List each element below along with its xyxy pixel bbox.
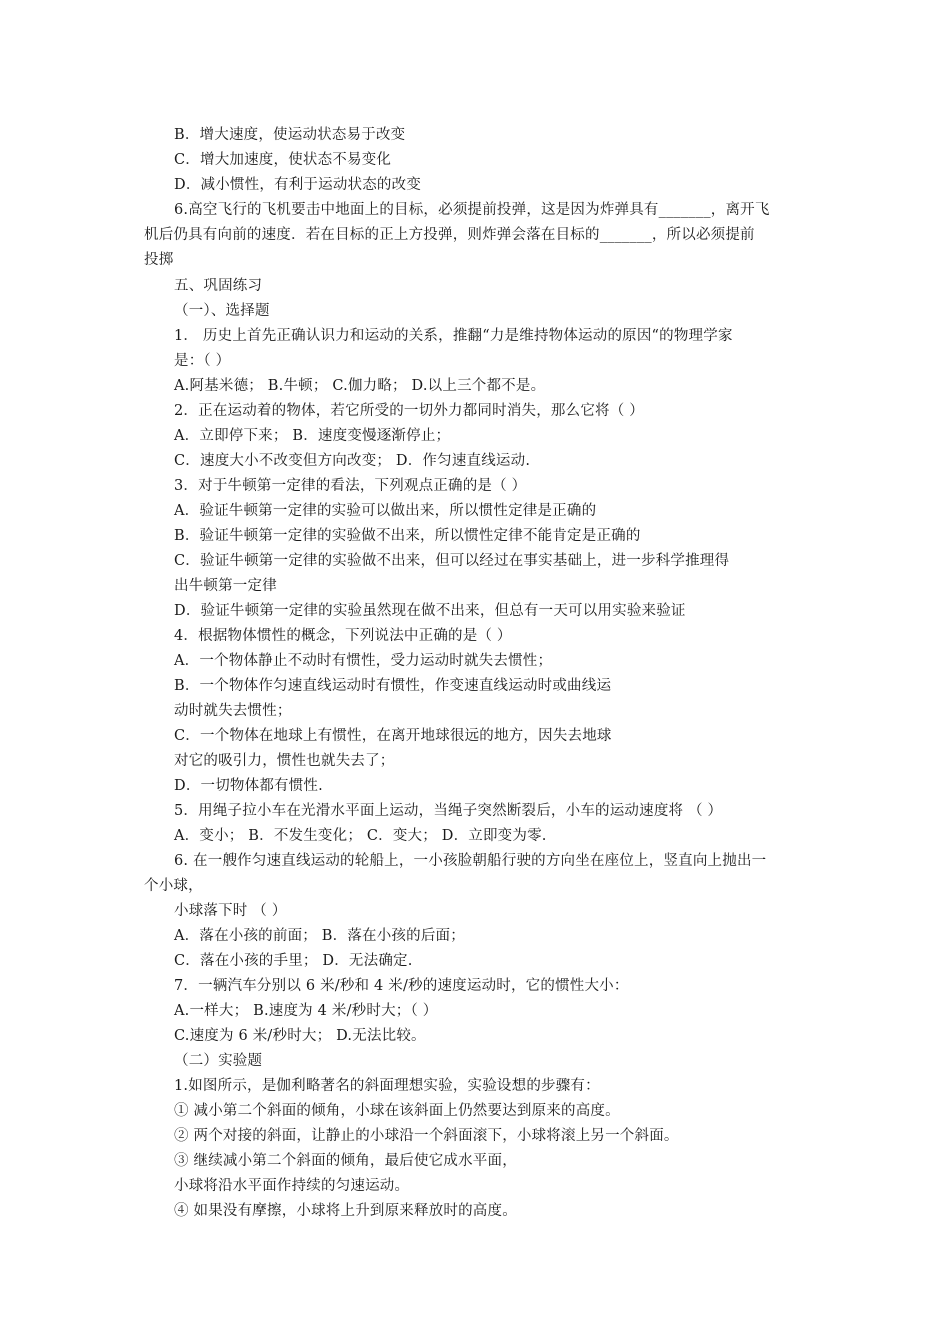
choice-q1-line-1: 1． 历史上首先正确认识力和运动的关系，推翻“力是维持物体运动的原因“的物理学家 bbox=[174, 328, 733, 344]
choice-q4-option-b-2: 动时就失去惯性； bbox=[174, 703, 292, 719]
choice-q5: 5．用绳子拉小车在光滑水平面上运动，当绳子突然断裂后，小车的运动速度将 （ ） bbox=[174, 803, 723, 819]
choice-q6-options-2: C．落在小孩的手里； D．无法确定. bbox=[174, 953, 413, 969]
question-6-line-2: 机后仍具有向前的速度．若在目标的正上方投弹，则炸弹会落在目标的_______，所以必须提前 bbox=[144, 227, 755, 243]
option-c-line: C．增大加速度，使状态不易变化 bbox=[174, 152, 392, 168]
choice-q1-options: A.阿基米德； B.牛顿； C.伽力略； D.以上三个都不是。 bbox=[174, 378, 546, 394]
choice-q6-line-2: 个小球， bbox=[144, 878, 203, 894]
choice-q7-options-1: A.一样大； B.速度为 4 米/秒时大；（ ） bbox=[174, 1003, 438, 1019]
choice-q3-option-c-1: C．验证牛顿第一定律的实验做不出来，但可以经过在事实基础上，进一步科学推理得 bbox=[174, 553, 730, 569]
question-6-line-3: 投掷 bbox=[144, 252, 174, 268]
choice-q4-option-c-1: C．一个物体在地球上有惯性，在离开地球很远的地方，因失去地球 bbox=[174, 728, 612, 744]
option-d-line: D．减小惯性，有利于运动状态的改变 bbox=[174, 177, 422, 193]
experiment-step-1: ① 减小第二个斜面的倾角，小球在该斜面上仍然要达到原来的高度。 bbox=[174, 1103, 620, 1119]
choice-q4-option-b-1: B．一个物体作匀速直线运动时有惯性，作变速直线运动时或曲线运 bbox=[174, 678, 612, 694]
experiment-step-4: ④ 如果没有摩擦，小球将上升到原来释放时的高度。 bbox=[174, 1203, 517, 1219]
choice-q2-options-2: C．速度大小不改变但方向改变； D．作匀速直线运动. bbox=[174, 453, 531, 469]
option-b-line: B．增大速度，使运动状态易于改变 bbox=[174, 127, 406, 143]
choice-q3: 3．对于牛顿第一定律的看法，下列观点正确的是（ ） bbox=[174, 478, 527, 494]
section-heading: 五、巩固练习 bbox=[174, 278, 263, 294]
experiment-step-2: ② 两个对接的斜面，让静止的小球沿一个斜面滚下，小球将滚上另一个斜面。 bbox=[174, 1128, 679, 1144]
choice-q2: 2．正在运动着的物体，若它所受的一切外力都同时消失，那么它将（ ） bbox=[174, 403, 644, 419]
choice-q6-line-1: 6. 在一艘作匀速直线运动的轮船上，一小孩脸朝船行驶的方向坐在座位上，竖直向上抛出一 bbox=[174, 853, 767, 869]
experiment-step-3-line-1: ③ 继续减小第二个斜面的倾角，最后使它成水平面， bbox=[174, 1153, 517, 1169]
experiment-q1: 1.如图所示，是伽利略著名的斜面理想实验，实验设想的步骤有： bbox=[174, 1078, 600, 1094]
choice-q3-option-c-2: 出牛顿第一定律 bbox=[174, 578, 277, 594]
choice-q5-options: A．变小； B．不发生变化； C．变大； D．立即变为零. bbox=[174, 828, 547, 844]
choice-q4-option-c-2: 对它的吸引力，惯性也就失去了； bbox=[174, 753, 395, 769]
choice-q1-line-2: 是：（ ） bbox=[174, 353, 231, 369]
choice-q3-option-d: D．验证牛顿第一定律的实验虽然现在做不出来，但总有一天可以用实验来验证 bbox=[174, 603, 686, 619]
choice-q7-options-2: C.速度为 6 米/秒时大； D.无法比较。 bbox=[174, 1028, 426, 1044]
subsection-heading-choice: （一）、选择题 bbox=[174, 303, 270, 319]
choice-q4-option-d: D．一切物体都有惯性. bbox=[174, 778, 323, 794]
choice-q3-option-a: A．验证牛顿第一定律的实验可以做出来，所以惯性定律是正确的 bbox=[174, 503, 597, 519]
question-6-line-1: 6.高空飞行的飞机要击中地面上的目标，必须提前投弹，这是因为炸弹具有_______，离开飞 bbox=[174, 202, 770, 218]
experiment-step-3-line-2: 小球将沿水平面作持续的匀速运动。 bbox=[174, 1178, 410, 1194]
choice-q6-line-3: 小球落下时 （ ） bbox=[174, 903, 287, 919]
choice-q6-options-1: A．落在小孩的前面； B．落在小孩的后面； bbox=[174, 928, 465, 944]
choice-q4-option-a: A．一个物体静止不动时有惯性，受力运动时就失去惯性； bbox=[174, 653, 553, 669]
choice-q3-option-b: B．验证牛顿第一定律的实验做不出来，所以惯性定律不能肯定是正确的 bbox=[174, 528, 641, 544]
subsection-heading-experiment: （二）实验题 bbox=[174, 1053, 263, 1069]
choice-q4: 4．根据物体惯性的概念，下列说法中正确的是（ ） bbox=[174, 628, 512, 644]
choice-q7: 7．一辆汽车分别以 6 米/秒和 4 米/秒的速度运动时，它的惯性大小： bbox=[174, 978, 629, 994]
choice-q2-options-1: A．立即停下来； B．速度变慢逐渐停止； bbox=[174, 428, 451, 444]
